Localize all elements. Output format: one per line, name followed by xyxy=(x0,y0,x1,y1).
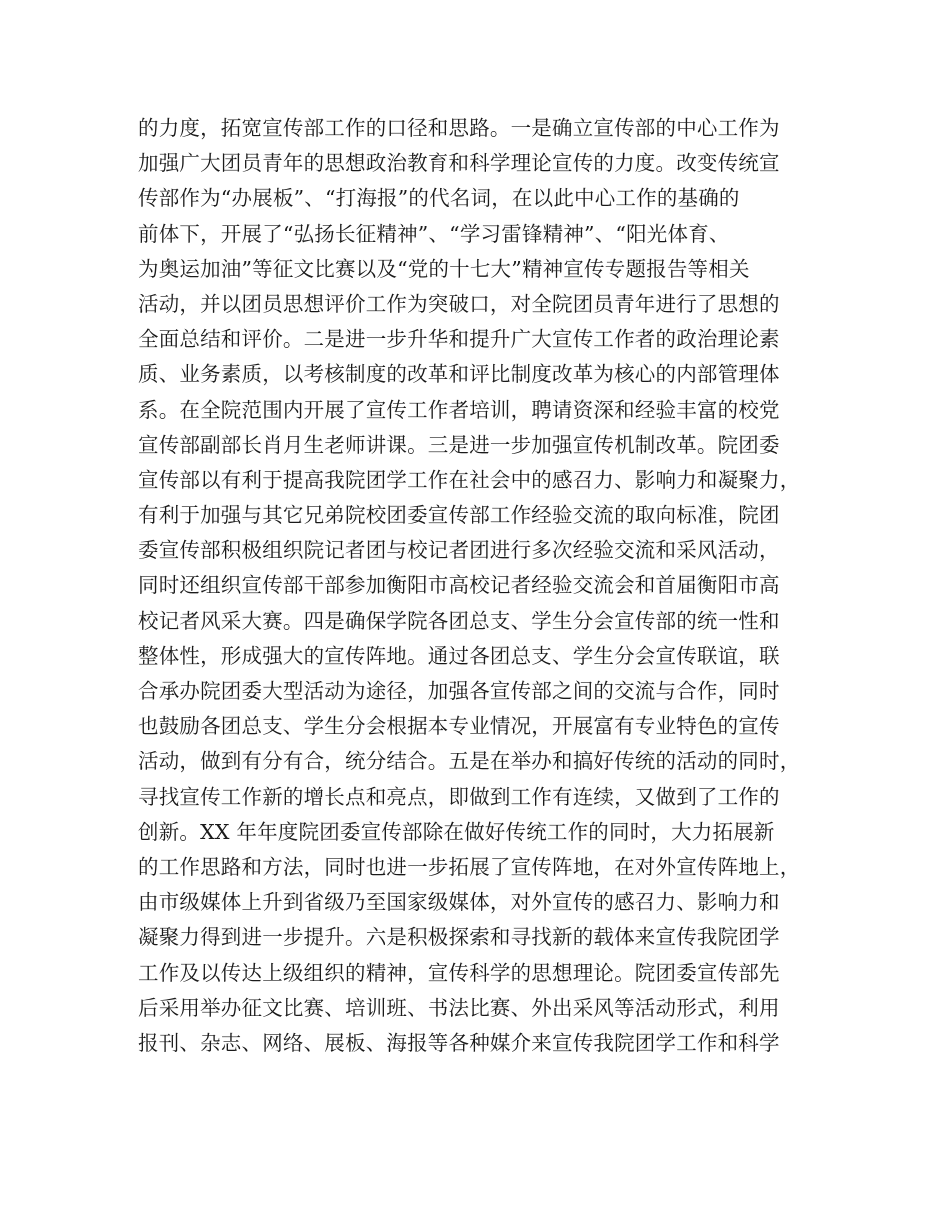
text-line-23: 由市级媒体上升到省级乃至国家级媒体，对外宣传的感召力、影响力和 xyxy=(138,890,780,915)
text-line-7: 全面总结和评价。二是进一步升华和提升广大宣传工作者的政治理论素 xyxy=(138,327,780,352)
text-line-4: 前体下，开展了“弘扬长征精神”、“学习雷锋精神”、“阳光体育、 xyxy=(138,221,730,246)
text-line-8: 质、业务素质，以考核制度的改革和评比制度改革为核心的内部管理体 xyxy=(138,362,780,387)
text-line-13: 委宣传部积极组织院记者团与校记者团进行多次经验交流和采风活动， xyxy=(138,538,780,563)
text-line-14: 同时还组织宣传部干部参加衡阳市高校记者经验交流会和首届衡阳市高 xyxy=(138,573,780,598)
text-line-18: 也鼓励各团总支、学生分会根据本专业情况，开展富有专业特色的宣传 xyxy=(138,714,780,739)
text-line-15: 校记者风采大赛。四是确保学院各团总支、学生分会宣传部的统一性和 xyxy=(138,608,780,633)
text-line-10: 宣传部副部长肖月生老师讲课。三是进一步加强宣传机制改革。院团委 xyxy=(138,432,780,457)
text-line-22: 的工作思路和方法，同时也进一步拓展了宣传阵地，在对外宣传阵地上， xyxy=(138,854,801,879)
text-line-9: 系。在全院范围内开展了宣传工作者培训，聘请资深和经验丰富的校党 xyxy=(138,397,780,422)
text-line-2: 加强广大团员青年的思想政治教育和科学理论宣传的力度。改变传统宣 xyxy=(138,151,780,176)
text-line-26: 后采用举办征文比赛、培训班、书法比赛、外出采风等活动形式，利用 xyxy=(138,995,780,1020)
text-line-6: 活动，并以团员思想评价工作为突破口，对全院团员青年进行了思想的 xyxy=(138,291,780,316)
text-line-17: 合承办院团委大型活动为途径，加强各宣传部之间的交流与合作，同时 xyxy=(138,679,780,703)
body-paragraph xyxy=(138,111,838,1061)
text-line-27: 报刊、杂志、网络、展板、海报等各种媒介来宣传我院团学工作和科学 xyxy=(138,1030,780,1055)
text-line-11: 宣传部以有利于提高我院团学工作在社会中的感召力、影响力和凝聚力， xyxy=(138,467,801,492)
text-line-19: 活动，做到有分有合，统分结合。五是在举办和搞好传统的活动的同时， xyxy=(138,749,801,774)
text-line-1: 的力度，拓宽宣传部工作的口径和思路。一是确立宣传部的中心工作为 xyxy=(138,116,780,140)
text-line-25: 工作及以传达上级组织的精神，宣传科学的思想理论。院团委宣传部先 xyxy=(138,960,780,985)
text-line-24: 凝聚力得到进一步提升。六是积极探索和寻找新的载体来宣传我院团学 xyxy=(138,925,780,950)
text-line-12: 有利于加强与其它兄弟院校团委宣传部工作经验交流的取向标准，院团 xyxy=(138,503,780,528)
text-line-3: 传部作为“办展板”、“打海报”的代名词，在以此中心工作的基确的 xyxy=(138,186,740,211)
text-line-21: 创新。XX 年年度院团委宣传部除在做好传统工作的同时，大力拓展新 xyxy=(138,819,775,844)
text-line-16: 整体性，形成强大的宣传阵地。通过各团总支、学生分会宣传联谊，联 xyxy=(138,643,780,668)
text-line-20: 寻找宣传工作新的增长点和亮点，即做到工作有连续，又做到了工作的 xyxy=(138,784,780,809)
text-line-5: 为奥运加油”等征文比赛以及“党的十七大”精神宣传专题报告等相关 xyxy=(138,256,750,281)
